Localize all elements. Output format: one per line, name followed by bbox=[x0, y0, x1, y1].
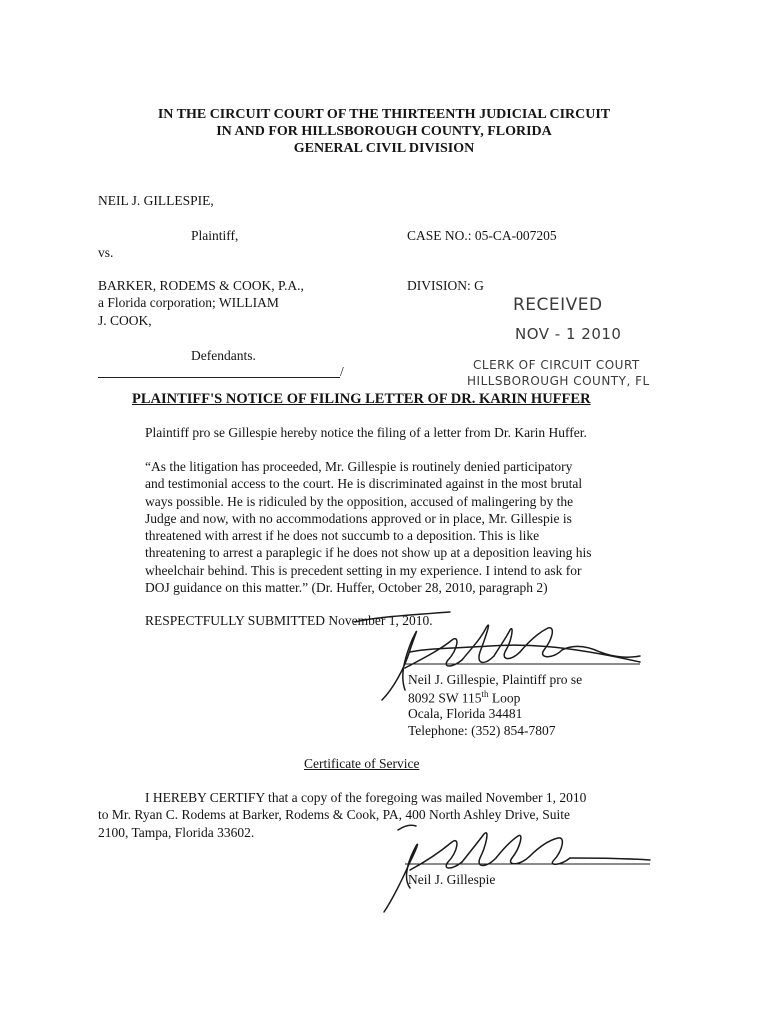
defendant-line-1: BARKER, RODEMS & COOK, P.A., bbox=[98, 278, 304, 293]
certificate-line-1: I HEREBY CERTIFY that a copy of the foregoing was mailed November 1, 2010 bbox=[145, 790, 587, 805]
defendant-role: Defendants. bbox=[191, 348, 256, 363]
quote-line: wheelchair behind. This is precedent setting in my experience. I intend to ask for bbox=[145, 562, 582, 578]
defendant-line-3: J. COOK, bbox=[98, 313, 152, 328]
versus: vs. bbox=[98, 245, 114, 260]
notice-title: PLAINTIFF'S NOTICE OF FILING LETTER OF DR. KARIN HUFFER bbox=[132, 391, 591, 407]
quote-line: and testimonial access to the court. He is discriminated against in the most brutal bbox=[145, 476, 583, 492]
plaintiff-role: Plaintiff, bbox=[191, 228, 239, 243]
division: DIVISION: G bbox=[407, 278, 484, 293]
respectfully-submitted: RESPECTFULLY SUBMITTED November 1, 2010. bbox=[145, 613, 433, 628]
address-number: 8092 SW 115 bbox=[408, 690, 482, 706]
clerk-stamp: CLERK OF CIRCUIT COURT bbox=[473, 358, 640, 372]
quote-line: DOJ guidance on this matter.” (Dr. Huffer, October 28, 2010, paragraph 2) bbox=[145, 580, 548, 596]
quote-line: threatening to arrest a paraplegic if he does not show up at a deposition leaving his bbox=[145, 545, 592, 561]
quote-line: Judge and now, with no accommodations approved or in place, Mr. Gillespie is bbox=[145, 510, 572, 526]
address-street: Loop bbox=[488, 690, 521, 706]
county-stamp: HILLSBOROUGH COUNTY, FL bbox=[467, 374, 650, 388]
court-header-line-1: IN THE CIRCUIT COURT OF THE THIRTEENTH JUDICIAL CIRCUIT bbox=[157, 107, 611, 122]
quote-line: threatened with arrest if he does not succumb to a deposition. This is like bbox=[145, 528, 540, 544]
received-date: NOV - 1 2010 bbox=[515, 325, 622, 343]
telephone-line: Telephone: (352) 854-7807 bbox=[408, 723, 556, 738]
quote-line: “As the litigation has proceeded, Mr. Gillespie is routinely denied participatory bbox=[145, 459, 573, 474]
certificate-line-2: to Mr. Ryan C. Rodems at Barker, Rodems & Cook, PA, 400 North Ashley Drive, Suite bbox=[98, 807, 571, 822]
court-header-line-2: IN AND FOR HILLSBOROUGH COUNTY, FLORIDA bbox=[216, 124, 552, 139]
plaintiff-name: NEIL J. GILLESPIE, bbox=[98, 193, 214, 208]
defendant-line-2: a Florida corporation; WILLIAM bbox=[98, 295, 279, 310]
quote-line: ways possible. He is ridiculed by the opposition, accused of malingering by the bbox=[145, 493, 574, 509]
notice-intro: Plaintiff pro se Gillespie hereby notice the filing of a letter from Dr. Karin Huffer. bbox=[145, 425, 587, 440]
case-number: CASE NO.: 05-CA-007205 bbox=[407, 228, 557, 243]
caption-slash: / bbox=[340, 364, 344, 379]
certificate-signer: Neil J. Gillespie bbox=[408, 872, 496, 887]
received-stamp: RECEIVED bbox=[513, 295, 603, 315]
address-suffix: th bbox=[481, 689, 489, 699]
certificate-line-3: 2100, Tampa, Florida 33602. bbox=[98, 825, 255, 840]
court-header-line-3: GENERAL CIVIL DIVISION bbox=[293, 141, 475, 156]
city-line: Ocala, Florida 34481 bbox=[408, 706, 523, 721]
signer-name-line: Neil J. Gillespie, Plaintiff pro se bbox=[408, 672, 583, 687]
certificate-heading: Certificate of Service bbox=[304, 756, 420, 771]
